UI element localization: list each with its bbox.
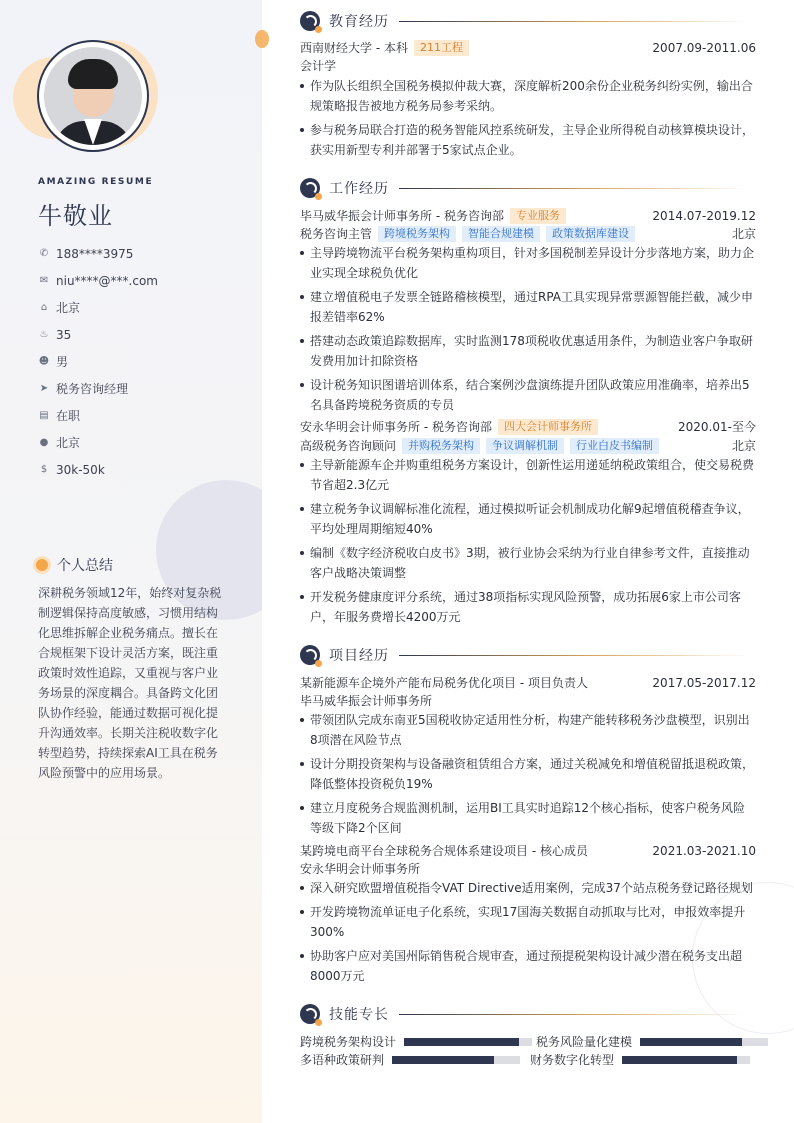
section-icon — [300, 11, 320, 31]
summary-title: 个人总结 — [57, 558, 113, 574]
skill-name: 多语种政策研判 — [300, 1053, 385, 1067]
position: 高级税务咨询顾问 — [300, 439, 397, 453]
skill-item — [300, 1051, 520, 1069]
section-icon — [300, 645, 320, 665]
skill-tag: 行业白皮书编制 — [570, 438, 659, 454]
send-icon: ➤ — [39, 383, 49, 394]
project-name: 某新能源车企境外产能布局税务优化项目 - 项目负责人 — [300, 676, 588, 690]
skill-name: 税务风险量化建模 — [536, 1035, 633, 1049]
contact-position: ➤ 税务咨询经理 — [39, 382, 129, 396]
list-item: 编制《数字经济税收白皮书》3期，被行业协会采纳为行业自律参考文件，直接推动客户战略决策调整 — [300, 543, 756, 583]
school-name: 西南财经大学 - 本科 — [300, 41, 408, 55]
skill-bar — [640, 1038, 768, 1046]
section-title: 项目经历 — [329, 648, 389, 664]
section-title: 教育经历 — [329, 14, 389, 30]
company-name: 毕马威华振会计师事务所 - 税务咨询部 — [300, 209, 504, 223]
project-org-row — [300, 692, 756, 710]
section-icon — [300, 1004, 320, 1024]
skill-tag: 并购税务架构 — [402, 438, 480, 454]
project-name-row — [300, 842, 756, 860]
company-tag: 专业服务 — [510, 208, 566, 224]
contact-location: ● 北京 — [39, 436, 81, 450]
list-item: 带领团队完成东南亚5国税收协定适用性分析，构建产能转移税务沙盘模型，识别出8项潜在风险节点 — [300, 710, 756, 750]
section-divider — [399, 655, 748, 656]
contact-status: ▤ 在职 — [39, 409, 81, 423]
list-item: 设计分期投资架构与设备融资租赁组合方案，通过关税减免和增值税留抵退税政策，降低整体投资税负19% — [300, 754, 756, 794]
major: 会计学 — [300, 59, 337, 73]
tagline: AMAZING RESUME — [38, 177, 154, 187]
section-divider — [399, 188, 748, 189]
job-bullets — [300, 243, 756, 419]
salary-icon: $ — [40, 464, 48, 475]
list-item: 建立税务争议调解标准化流程，通过模拟听证会机制成功化解9起增值税稽查争议，平均处理周期缩短40% — [300, 499, 756, 539]
skill-bar-fill — [640, 1038, 742, 1046]
summary-header — [36, 555, 113, 575]
skill-bar — [622, 1056, 750, 1064]
project-org: 毕马威华振会计师事务所 — [300, 694, 433, 708]
job-city: 北京 — [731, 439, 756, 453]
skill-item — [300, 1033, 532, 1051]
candidate-name: 牛敬业 — [38, 202, 113, 230]
job-company-row — [300, 418, 756, 436]
project-name-row — [300, 674, 756, 692]
project-period: 2017.05-2017.12 — [652, 676, 756, 690]
contact-email: ✉ niu****@***.com — [39, 273, 158, 288]
location-icon: ● — [39, 437, 49, 448]
skill-item — [536, 1033, 768, 1051]
list-item: 开发税务健康度评分系统，通过38项指标实现风险预警，成功拓展6家上市公司客户，年服务费增长4200万元 — [300, 587, 756, 627]
project-org: 安永华明会计师事务所 — [300, 862, 421, 876]
avatar-photo — [44, 47, 142, 145]
contact-phone: ✆ 188****3975 — [39, 246, 134, 261]
section-title: 工作经历 — [329, 181, 389, 197]
mail-icon: ✉ — [39, 275, 49, 286]
section-title: 技能专长 — [329, 1007, 389, 1023]
job-period: 2014.07-2019.12 — [652, 209, 756, 223]
avatar — [37, 40, 149, 152]
list-item: 作为队长组织全国税务模拟仲裁大赛，深度解析200余份企业税务纠纷实例，输出合规策略报告被地方税务局参考采纳。 — [300, 76, 756, 116]
skill-tag: 智能合规建模 — [462, 226, 540, 242]
job-position-row — [300, 225, 756, 243]
skill-tag: 政策数据库建设 — [546, 226, 635, 242]
contact-age: ♨ 35 — [39, 327, 72, 342]
project-period: 2021.03-2021.10 — [652, 844, 756, 858]
skill-tag: 争议调解机制 — [486, 438, 564, 454]
skill-item — [530, 1051, 750, 1069]
summary-text: 深耕税务领域12年，始终对复杂税制逻辑保持高度敏感，习惯用结构化思维拆解企业税务痛点。擅长在合规框架下设计灵活方案，既注重政策时效性追踪，又重视与客户业务场景的深度耦合。具备跨文化团队协作经验，能通过数据可视化提升沟通效率。长期关注税收数字化转型趋势，持续探索AI工具在税务风险预警中的应用场景。 — [38, 586, 222, 780]
list-item: 主导新能源车企并购重组税务方案设计，创新性运用递延纳税政策组合，使交易税费节省超2.3亿元 — [300, 455, 756, 495]
person-icon: ☻ — [38, 356, 50, 367]
home-icon: ⌂ — [40, 302, 48, 313]
skills-header — [300, 1004, 748, 1024]
list-item: 建立月度税务合规监测机制，运用BI工具实时追踪12个核心指标，使客户税务风险等级下降2个区间 — [300, 798, 756, 838]
education-period: 2007.09-2011.06 — [652, 41, 756, 55]
skill-bar-fill — [622, 1056, 737, 1064]
skill-tag: 跨境税务架构 — [378, 226, 456, 242]
projects-header — [300, 645, 748, 665]
list-item: 参与税务局联合打造的税务智能风控系统研发，主导企业所得税自动核算模块设计，获实用新型专利并部署于5家试点企业。 — [300, 120, 756, 160]
section-divider — [399, 21, 748, 22]
cake-icon: ♨ — [39, 329, 49, 340]
skill-bar-fill — [392, 1056, 494, 1064]
job-period: 2020.01-至今 — [678, 420, 756, 434]
section-icon — [300, 178, 320, 198]
summary-dot-icon — [36, 559, 48, 571]
skill-bar-fill — [404, 1038, 519, 1046]
sidebar — [0, 0, 262, 1123]
list-item: 建立增值税电子发票全链路稽核模型，通过RPA工具实现异常票源智能拦截，减少申报差错率62% — [300, 287, 756, 327]
education-major-row — [300, 57, 756, 75]
job-bullets — [300, 455, 756, 631]
skill-bar — [404, 1038, 532, 1046]
contact-home: ⌂ 北京 — [38, 294, 158, 321]
education-school-row — [300, 39, 756, 57]
decorative-dot — [255, 30, 269, 48]
project-bullets — [300, 710, 756, 842]
list-item: 主导跨境物流平台税务架构重构项目，针对多国税制差异设计分步落地方案，助力企业实现全球税负优化 — [300, 243, 756, 283]
list-item: 搭建动态政策追踪数据库，实时监测178项税收优惠适用条件，为制造业客户争取研发费用加计扣除资格 — [300, 331, 756, 371]
list-item: 开发跨境物流单证电子化系统，实现17国海关数据自动抓取与比对，申报效率提升300% — [300, 902, 756, 942]
project-name: 某跨境电商平台全球税务合规体系建设项目 - 核心成员 — [300, 844, 588, 858]
company-name: 安永华明会计师事务所 - 税务咨询部 — [300, 420, 492, 434]
job-company-row — [300, 207, 756, 225]
list-item: 设计税务知识图谱培训体系，结合案例沙盘演练提升团队政策应用准确率，培养出5名具备跨境税务资质的专员 — [300, 375, 756, 415]
company-tag: 四大会计师事务所 — [498, 419, 598, 435]
job-position-row — [300, 437, 756, 455]
education-bullets — [300, 76, 756, 164]
skill-name: 跨境税务架构设计 — [300, 1035, 397, 1049]
skill-bar — [392, 1056, 520, 1064]
list-item: 深入研究欧盟增值税指令VAT Directive适用案例，完成37个站点税务登记路径规划 — [300, 878, 756, 898]
phone-icon: ✆ — [39, 248, 49, 259]
project-bullets — [300, 878, 756, 990]
job-city: 北京 — [731, 227, 756, 241]
section-divider — [399, 1014, 748, 1015]
list-item: 协助客户应对美国州际销售税合规审查，通过预提税架构设计减少潜在税务支出超8000万元 — [300, 946, 756, 986]
skill-name: 财务数字化转型 — [530, 1053, 615, 1067]
project-org-row — [300, 860, 756, 878]
contact-gender: ☻ 男 — [38, 355, 69, 369]
education-header — [300, 11, 748, 31]
school-tag: 211工程 — [414, 40, 469, 56]
work-header — [300, 178, 748, 198]
contact-salary: $ 30k-50k — [38, 456, 158, 483]
contact-info — [38, 240, 158, 483]
briefcase-icon: ▤ — [39, 410, 49, 421]
position: 税务咨询主管 — [300, 227, 373, 241]
